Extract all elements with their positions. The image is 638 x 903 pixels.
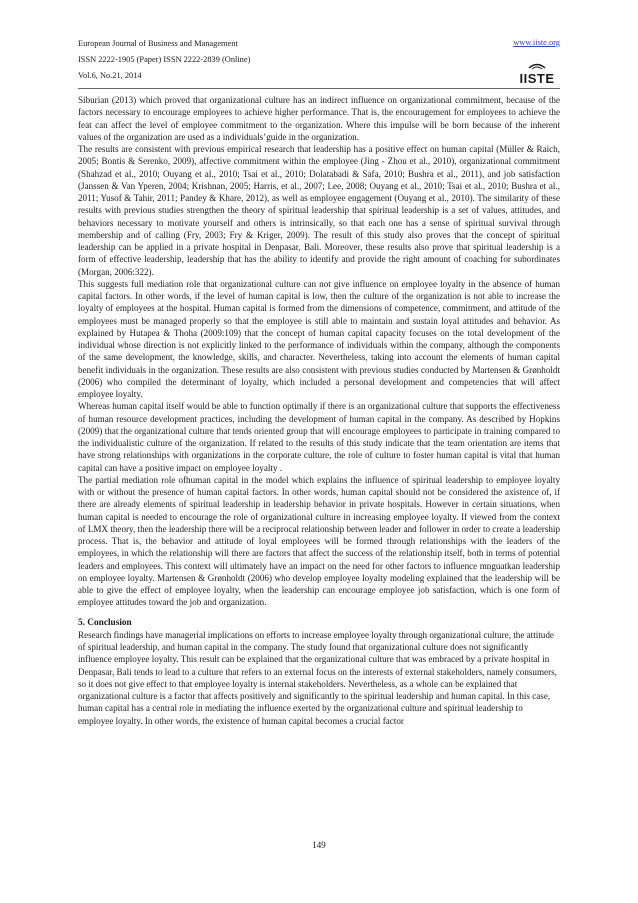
issn-line: ISSN 2222-1905 (Paper) ISSN 2222-2839 (Online) — [78, 55, 251, 64]
paragraph: The results are consistent with previous empirical research that leadership has a positive effect on human capital (Müller & Raich, 2005; Bontis & Serenko, 2009), affective commitment within the employee (Jing - Zhou et al., 2010), organizational commitment (Shahzad et al., 2010; Ouyang et al., 2010; Tsai et al., 2010; Dolatabadi & Safa, 2010; Bushra et al., 2011), and job satisfaction (Janssen & Van Yperen, 2004; Krishnan, 2005; Harris, et al., 2007; Lee, 2008; Ouyang et al., 2010; Tsai et al., 2010; Bushra et al., 2011; Yusof & Tahir, 2011; Pandey & Khare, 2012), as well as employee engagement (Ouyang et al., 2010). The similarity of these results with previous studies strengthen the theory of spiritual leadership that spiritual leadership is a set of values, attitudes, and behaviors necessary to motivate yourself and others is intrinsically, so that each one has a sense of spiritual survival through membership and of calling (Fry, 2003; Fry & Kriger, 2009). The result of this study also proves that the concept of spiritual leadership can be applied in a private hospital in Denpasar, Bali. Moreover, these results also prove that spiritual leadership is a form of effective leadership, leadership that has the ability to identify and provide the right amount of coaching for subordinates (Morgan, 2006:322). — [78, 144, 560, 277]
header-rule — [78, 88, 560, 89]
page-header — [78, 30, 560, 88]
paragraph: Siburian (2013) which proved that organizational culture has an indirect influence on organizational commitment, because of the factors necessary to encourage employees to achieve higher performance. That is, the encouragement for employees to achieve the feat can affect the level of employee commitment to the organization. Where this impulse will be born because of the inherent values of the organization are used as a individuals’guide in the organization. — [78, 95, 560, 142]
paragraph: The partial mediation role ofhuman capital in the model which explains the influence of spiritual leadership to employee loyalty with or without the presence of human capital factors. In other words, human capital should not be considered the axistence of, if there are already elements of spiritual leadership in leadership behavior in private hospitals. However in certain situations, when human capital is needed to encourage the role of organizational culture in increasing employee loyalty. If viewed from the context of LMX theory, then the leadership there will be a reciprocal relationship between leader and follower in order to create a leadership process. That is, the behavior and attitude of loyal employees will be formed through relationships with the leaders of the employees, in which the relationship will there are factors that affect the success of the relationship itself, both in terms of potential leaders and employees. This context will ultimately have an impact on the need for other factors to influence mnguatkan leadership on employee loyalty. Martensen & Grønholdt (2006) who develop employee loyalty modeling explained that the leadership will be able to give the effect of employee loyalty, when the leadership can encourage employee job satisfaction, which is one form of employee attitudes toward the job and organization. — [78, 474, 560, 608]
website-link[interactable]: www.iiste.org — [513, 38, 560, 47]
conclusion-paragraph: Research findings have managerial implications on efforts to increase employee loyalty through organizational culture, the attitude of spiritual leadership, and human capital in the company. The study found that organizational culture does not significantly influence employee loyalty. This result can be explained that the organizational culture that was embraced by a private hospital in Denpasar, Bali tends to lead to a culture that refers to an external focus on the interests of external stakeholders, namely consumers, so it does not give effect to that employee loyalty is internal stakeholders. Nevertheless, as a whole can be explained that organizational culture is a factor that affects positively and significantly to the spiritual leadership and human capital. In this case, human capital has a central role in mediating the influence exerted by the organizational culture and spiritual leadership to employee loyalty. In other words, the existence of human capital becomes a crucial factor — [78, 629, 557, 726]
volume-line: Vol.6, No.21, 2014 — [78, 71, 142, 80]
journal-name: European Journal of Business and Management — [78, 39, 238, 48]
logo-text: IISTE — [519, 71, 555, 86]
paragraph: Whereas human capital itself would be able to function optimally if there is an organizational culture that supports the effectiveness of human resource development practices, including the development of human capital in the company. As described by Hopkins (2009) that the organizational culture that tends oriented group that will encourage employees to participate in training compared to the individualistic culture of the organization. If related to the results of this study indicate that the team orientation are items that have strong relationships with organizations in the corporate culture, the role of culture to foster human capital is vital that human capital can have a positive impact on employee loyalty . — [78, 401, 560, 473]
article-body — [78, 94, 560, 727]
page-number: 149 — [312, 840, 326, 850]
section-heading: 5. Conclusion — [78, 617, 132, 628]
iiste-logo — [519, 60, 555, 86]
paragraph: This suggests full mediation role that organizational culture can not give influence on employee loyalty in the absence of human capital factors. In other words, if the level of human capital is low, then the culture of the organization is not able to increase the loyalty of employees at the hospital. Human capital is formed from the dimensions of competence, commitment, and attitude of the employees must be managed properly so that the employee is still able to maintain and sustain loyal attitudes and behavior. As explained by Hutapea & Thoha (2009:109) that the concept of human capital capacity focuses on the total development of the individual whose direction is not explicitly linked to the performance of individuals within the company, although the components of the same development, the knowledge, skills, and character. Nevertheless, taking into account the elements of human capital benefit individuals in the organization. These results are also consistent with previous studies conducted by Martensen & Grønholdt (2006) who compiled the determinant of loyalty, which included a personal development and competencies that will affect employee loyalty. — [78, 278, 560, 399]
